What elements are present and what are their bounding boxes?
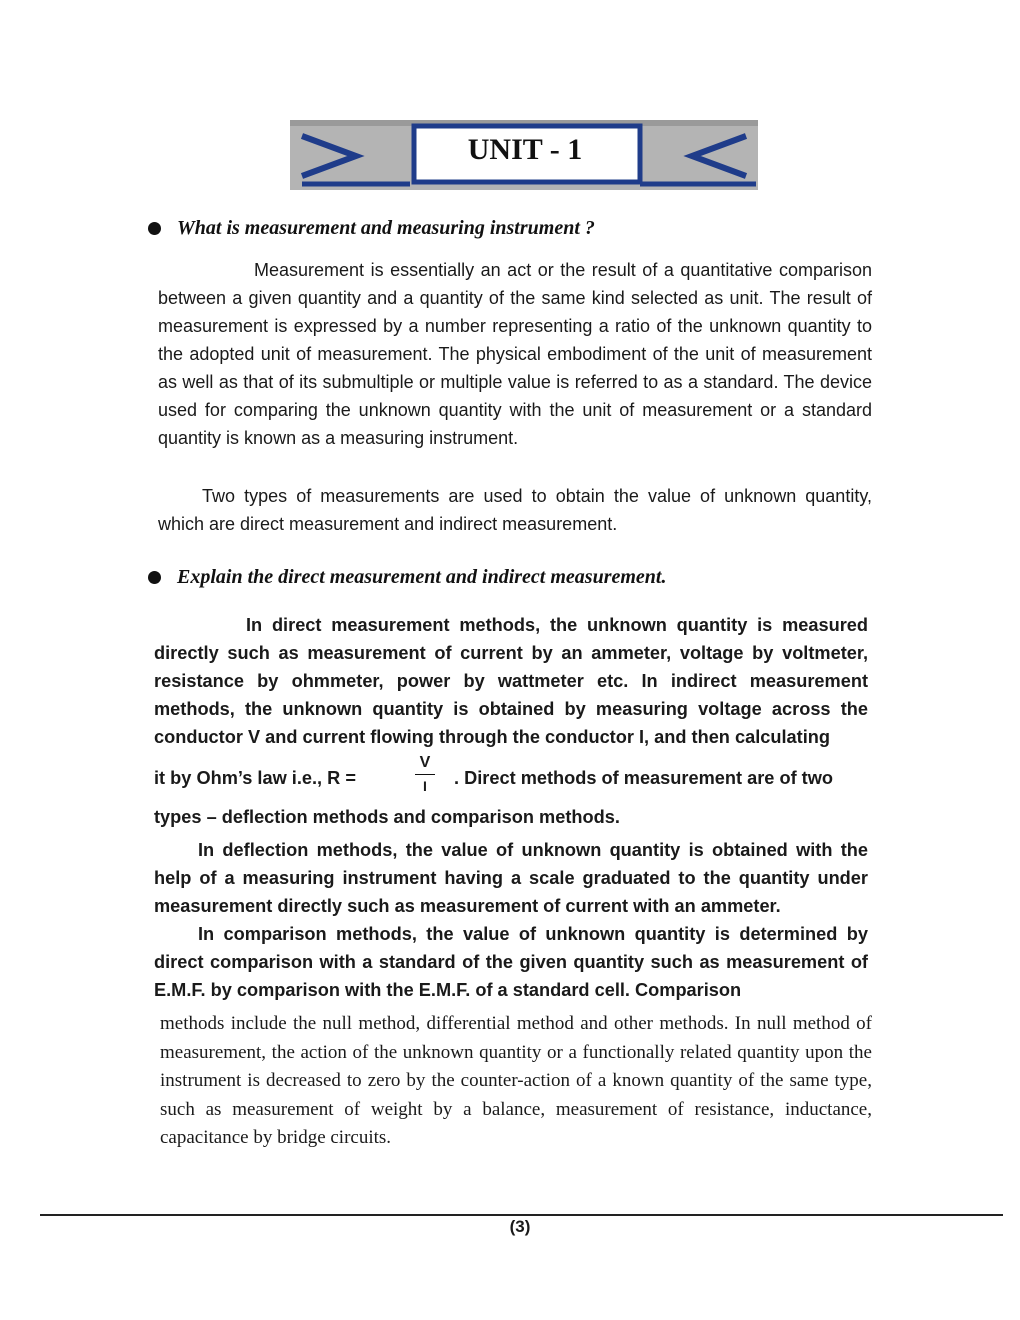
- ohm-law-prefix: it by Ohm’s law i.e., R =: [154, 768, 356, 788]
- ohm-law-line: [154, 754, 868, 806]
- answer-paragraph-2: Two types of measurements are used to obtain the value of unknown quantity, which are direct measurement and indirect measurement.: [158, 486, 872, 534]
- footer-divider: [40, 1214, 1003, 1216]
- bullet-icon: [148, 222, 161, 235]
- answer-paragraph-5: In deflection methods, the value of unknown quantity is obtained with the help of a measuring instrument having a scale graduated to the quantity under measurement directly such as measurement of current with an ammeter.: [154, 840, 868, 916]
- unit-banner: [290, 118, 758, 192]
- question-text-2: Explain the direct measurement and indirect measurement.: [177, 566, 667, 588]
- question-text-1: What is measurement and measuring instrument ?: [177, 217, 595, 239]
- answer-paragraph-4: types – deflection methods and comparison methods.: [154, 807, 620, 827]
- fraction-denominator: I: [423, 778, 427, 794]
- question-heading-1: [148, 217, 595, 240]
- ohm-law-fraction: [415, 754, 435, 795]
- bullet-icon: [148, 571, 161, 584]
- unit-title: UNIT - 1: [467, 133, 583, 166]
- answer-paragraph-7: methods include the null method, differential method and other methods. In null method of measurement, the action of the unknown quantity or a functionally related quantity upon the instrument is decreased to zero by the counter-action of a known quantity of the same type, such as measurement of weight by a balance, measurement of resistance, inductance, capacitance by bridge circuits.: [160, 1013, 872, 1149]
- answer-paragraph-6: In comparison methods, the value of unknown quantity is determined by direct comparison with a standard of the given quantity such as measurement of E.M.F. by comparison with the E.M.F. of a standard cell. Comparison: [154, 924, 868, 1000]
- answer-paragraph-3: In direct measurement methods, the unknown quantity is measured directly such as measurement of current by an ammeter, voltage by voltmeter, resistance by ohmmeter, power by wattmeter etc. In indirect measurement methods, the unknown quantity is obtained by measuring voltage across the conductor V and current flowing through the conductor I, and then calculating: [154, 615, 868, 747]
- ohm-law-suffix: . Direct methods of measurement are of two: [454, 768, 833, 788]
- page-number: (3): [509, 1217, 531, 1236]
- question-heading-2: [148, 566, 666, 589]
- answer-paragraph-1: Measurement is essentially an act or the result of a quantitative comparison between a given quantity and a quantity of the same kind selected as unit. The result of measurement is expressed by a number representing a ratio of the unknown quantity to the adopted unit of measurement. The physical embodiment of the unit of measurement as well as that of its submultiple or multiple value is referred to as a standard. The device used for comparing the unknown quantity with the unit of measurement or a standard quantity is known as a measuring instrument.: [158, 260, 872, 448]
- fraction-numerator: V: [415, 754, 435, 775]
